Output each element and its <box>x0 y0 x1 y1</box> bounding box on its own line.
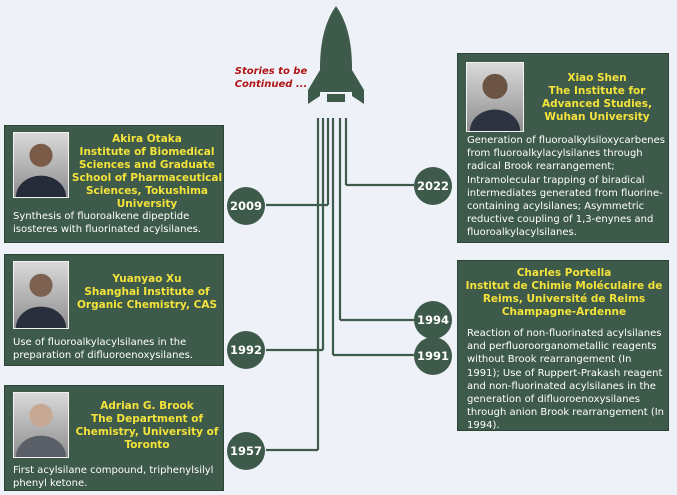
portrait-akira-otaka <box>13 132 69 198</box>
description-yuanyao-xu: Use of fluoroalkylacylsilanes in the preparation of difluoroenoxysilanes. <box>13 337 194 362</box>
name-xiao-shen: Xiao Shen <box>567 72 627 84</box>
name-yuanyao-xu: Yuanyao Xu <box>112 273 182 285</box>
year-badge-1991: 1991 <box>414 337 452 375</box>
name-adrian-brook: Adrian G. Brook <box>100 400 194 412</box>
affiliation-yuanyao-xu: Shanghai Institute of Organic Chemistry, CAS <box>76 286 218 311</box>
affiliation-adrian-brook: The Department of Chemistry, University of Toronto <box>75 413 219 451</box>
year-badge-1957: 1957 <box>227 432 265 470</box>
portrait-yuanyao-xu <box>13 261 69 329</box>
rocket-icon <box>308 6 364 104</box>
affiliation-xiao-shen: The Institute for Advanced Studies, Wuhan University <box>541 85 653 123</box>
name-akira-otaka: Akira Otaka <box>112 133 182 145</box>
card-xiao-shen <box>457 53 669 243</box>
year-badge-1992: 1992 <box>227 331 265 369</box>
portrait-xiao-shen <box>466 62 524 132</box>
card-charles-portella <box>457 260 669 431</box>
stories-to-be-continued-label: Stories to be Continued ... <box>234 66 308 90</box>
card-adrian-brook <box>4 385 224 491</box>
affiliation-akira-otaka: Institute of Biomedical Sciences and Graduate School of Pharmaceutical Sciences, Tokushima University <box>71 146 223 210</box>
card-akira-otaka <box>4 125 224 243</box>
year-badge-2022: 2022 <box>414 167 452 205</box>
card-yuanyao-xu <box>4 254 224 366</box>
name-charles-portella: Charles Portella <box>516 267 612 279</box>
year-badge-1994: 1994 <box>414 301 452 339</box>
description-akira-otaka: Synthesis of fluoroalkene dipeptide isosteres with fluorinated acylsilanes. <box>13 211 202 236</box>
portrait-adrian-brook <box>13 392 69 458</box>
year-badge-2009: 2009 <box>227 187 265 225</box>
description-xiao-shen: Generation of fluoroalkylsiloxycarbenes from fluoroalkylacylsilanes through radical Brook rearrangement; Intramolecular trapping of biradical intermediates generated from fluorine-containing acylsilanes; Asymmetric reductive coupling of 1,3-enynes and fluoroalkylacylsilanes. <box>467 135 665 239</box>
description-charles-portella: Reaction of non-fluorinated acylsilanes and perfluoroorganometallic reagents without Brook rearrangement (In 1991); Use of Ruppert-Prakash reagent and non-fluorinated acylsilanes in the generation of difluoroenoxysilanes through anion Brook rearrangement (In 1994). <box>467 328 665 432</box>
description-adrian-brook: First acylsilane compound, triphenylsilyl phenyl ketone. <box>13 465 214 490</box>
affiliation-charles-portella: Institut de Chimie Moléculaire de Reims, Université de Reims Champagne-Ardenne <box>465 280 663 318</box>
